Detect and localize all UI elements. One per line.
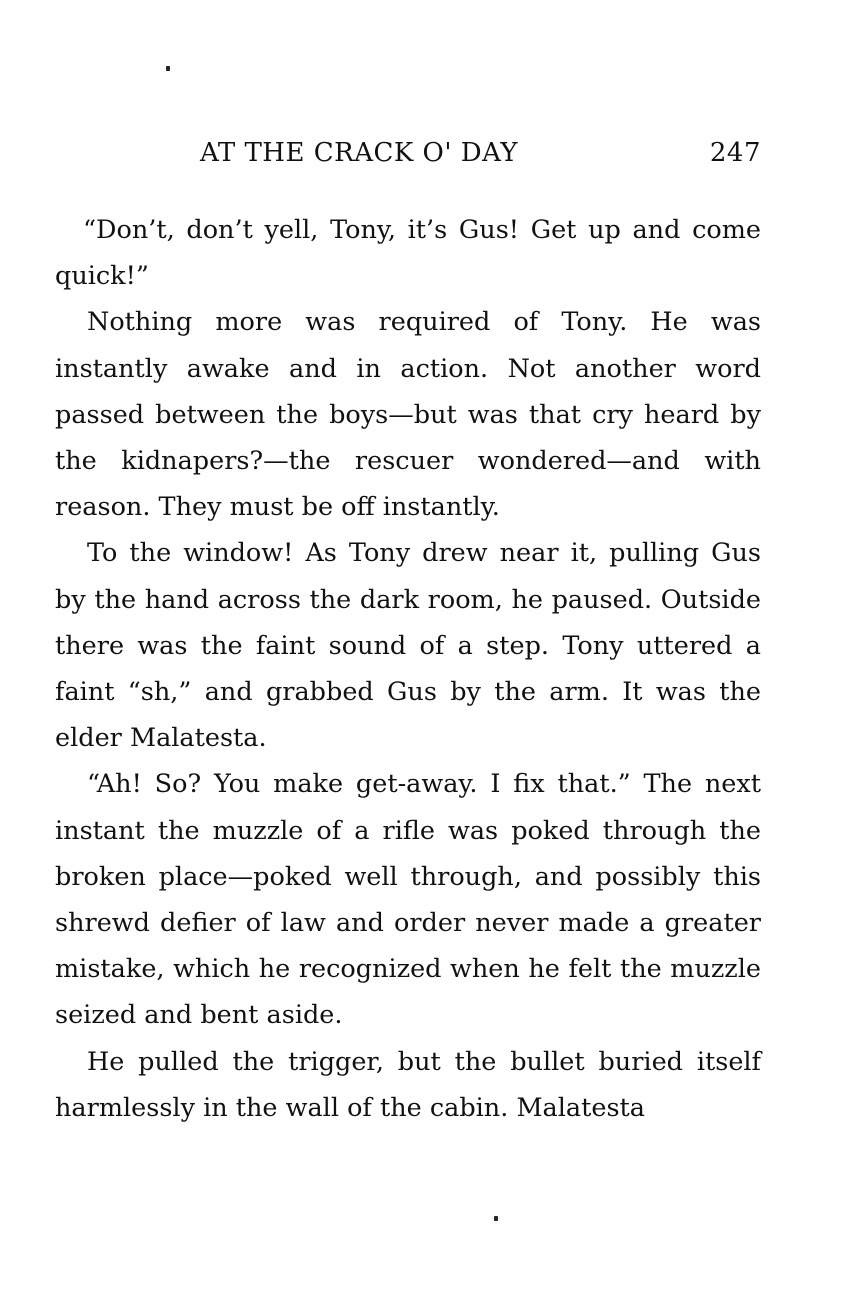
paragraph: “Ah! So? You make get-away. I fix that.” The next instant the muzzle of a rifle was poked through the broken place—poked well through, and possibly this shrewd defier of law and order never made a greater mistake, which he recognized when he felt the muzzle seized and bent aside. bbox=[55, 769, 761, 1031]
page-number: 247 bbox=[709, 138, 761, 168]
running-title: AT THE CRACK O' DAY bbox=[200, 138, 519, 168]
body-text bbox=[55, 207, 761, 1131]
ink-speck-top bbox=[166, 66, 170, 71]
running-header bbox=[200, 138, 761, 172]
paragraph: Nothing more was required of Tony. He was instantly awake and in action. Not another word passed between the boys—but was that cry heard by the kidnapers?—the rescuer wondered—and with reason. They must be off instantly. bbox=[55, 307, 761, 523]
paragraph: He pulled the trigger, but the bullet buried itself harmlessly in the wall of the cabin. Malatesta bbox=[55, 1046, 761, 1123]
paragraph: “Don’t, don’t yell, Tony, it’s Gus! Get up and come quick!” bbox=[55, 215, 761, 292]
paragraph: To the window! As Tony drew near it, pulling Gus by the hand across the dark room, he paused. Outside there was the faint sound of a step. Tony uttered a faint “sh,” and grabbed Gus by the arm. It was the elder Malatesta. bbox=[55, 538, 761, 754]
ink-speck-bottom bbox=[494, 1216, 498, 1221]
